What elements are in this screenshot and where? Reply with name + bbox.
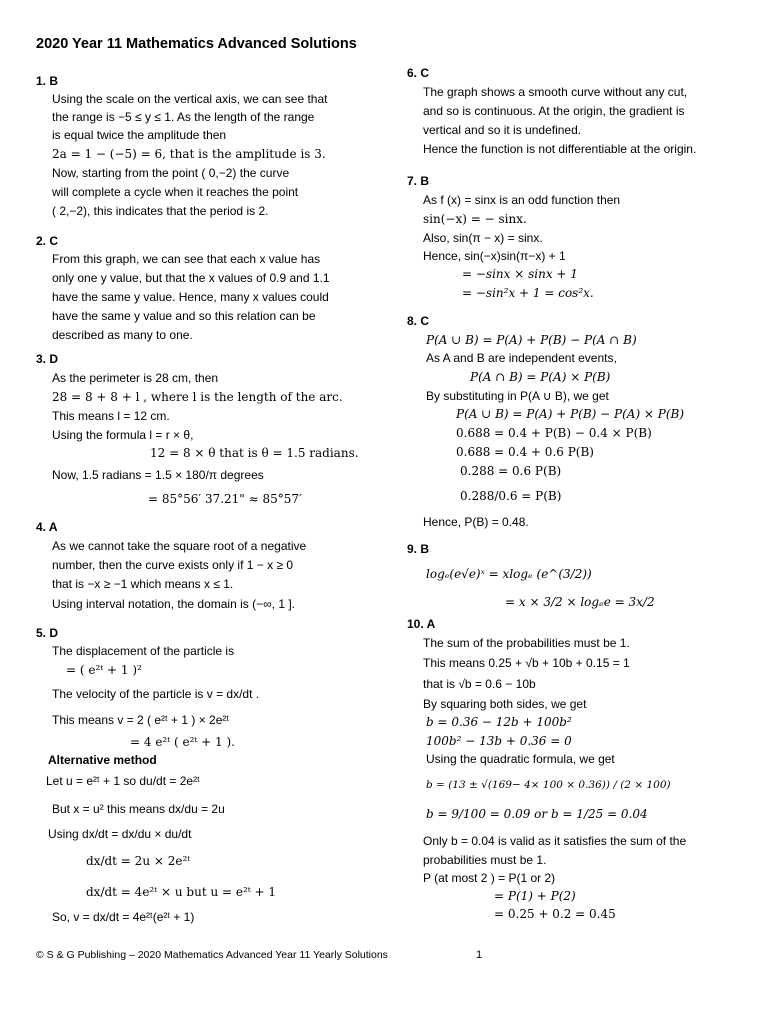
q8-line: P(A ∪ B) = P(A) + P(B) − P(A ∩ B)	[426, 333, 637, 347]
q1-line: the range is −5 ≤ y ≤ 1. As the length of the range	[52, 110, 315, 124]
q5-line: So, v = dx/dt = 4e²ᵗ(e²ᵗ + 1)	[52, 910, 195, 924]
q8-line: P(A ∪ B) = P(A) + P(B) − P(A) × P(B)	[456, 407, 685, 421]
question-9-heading: 9. B	[407, 542, 430, 556]
q2-line: described as many to one.	[52, 328, 193, 342]
footer-text: © S & G Publishing – 2020 Mathematics Advanced Year 11 Yearly Solutions	[36, 949, 388, 961]
question-6-heading: 6. C	[407, 66, 430, 80]
q6-line: vertical and so it is undefined.	[423, 123, 582, 137]
q9-line: logₑ(e√e)ˣ = xlogₑ (e^(3/2))	[426, 567, 592, 581]
q5-line: Let u = e²ᵗ + 1 so du/dt = 2e²ᵗ	[46, 774, 200, 788]
page-number: 1	[476, 949, 483, 961]
q10-line: This means 0.25 + √b + 10b + 0.15 = 1	[423, 656, 630, 670]
q8-line: As A and B are independent events,	[426, 351, 617, 365]
q5-line: Using dx/dt = dx/du × du/dt	[48, 827, 192, 841]
q6-line: The graph shows a smooth curve without any cut,	[423, 85, 688, 99]
q1-line: ( 2,−2), this indicates that the period is 2.	[52, 204, 269, 218]
q4-line: Using interval notation, the domain is (−∞, 1 ].	[52, 597, 296, 611]
q10-line: = P(1) + P(2)	[494, 889, 576, 903]
q10-line: b = 0.36 − 12b + 100b²	[426, 715, 572, 729]
q8-line: 0.688 = 0.4 + 0.6 P(B)	[456, 445, 594, 459]
question-10-heading: 10. A	[407, 617, 436, 631]
q8-line: 0.688 = 0.4 + P(B) − 0.4 × P(B)	[456, 426, 652, 440]
q3-line: As the perimeter is 28 cm, then	[52, 371, 219, 385]
q2-line: only one y value, but that the x values of 0.9 and 1.1	[52, 271, 330, 285]
q5-line: But x = u² this means dx/du = 2u	[52, 802, 225, 816]
page-title: 2020 Year 11 Mathematics Advanced Solutions	[36, 36, 357, 52]
q3-line: = 85°56′ 37.21" ≈ 85°57′	[148, 492, 302, 506]
q4-line: number, then the curve exists only if 1 − x ≥ 0	[52, 558, 294, 572]
q5-line: = ( e²ᵗ + 1 )²	[66, 663, 142, 677]
q7-line: = −sinx × sinx + 1	[462, 267, 578, 281]
q7-line: sin(−x) = − sinx.	[423, 212, 527, 226]
q4-line: that is −x ≥ −1 which means x ≤ 1.	[52, 577, 234, 591]
q8-line: By substituting in P(A ∪ B), we get	[426, 389, 609, 403]
q1-line: Using the scale on the vertical axis, we can see that	[52, 92, 328, 106]
question-4-heading: 4. A	[36, 520, 58, 534]
q6-line: and so is continuous. At the origin, the gradient is	[423, 104, 685, 118]
question-1-heading: 1. B	[36, 74, 59, 88]
q3-line: 12 = 8 × θ that is θ = 1.5 radians.	[150, 446, 359, 460]
q10-line: Using the quadratic formula, we get	[426, 752, 615, 766]
question-8-heading: 8. C	[407, 314, 430, 328]
q6-line: Hence the function is not differentiable at the origin.	[423, 142, 697, 156]
q8-line: P(A ∩ B) = P(A) × P(B)	[470, 370, 611, 384]
q1-line: is equal twice the amplitude then	[52, 128, 227, 142]
q2-line: have the same y value and so this relation can be	[52, 309, 316, 323]
q5-line: dx/dt = 4e²ᵗ × u but u = e²ᵗ + 1	[86, 885, 277, 899]
q5-line: The displacement of the particle is	[52, 644, 235, 658]
q7-line: Hence, sin(−x)sin(π−x) + 1	[423, 249, 566, 263]
q8-line: 0.288 = 0.6 P(B)	[460, 464, 562, 478]
q2-line: have the same y value. Hence, many x values could	[52, 290, 329, 304]
question-2-heading: 2. C	[36, 234, 59, 248]
question-7-heading: 7. B	[407, 174, 430, 188]
q4-line: As we cannot take the square root of a negative	[52, 539, 307, 553]
q10-line: b = (13 ± √(169− 4× 100 × 0.36)) / (2 × 100)	[426, 779, 671, 791]
q9-line: = x × 3/2 × logₑe = 3x/2	[505, 595, 655, 609]
q1-line: Now, starting from the point ( 0,−2) the curve	[52, 166, 290, 180]
question-3-heading: 3. D	[36, 352, 59, 366]
q10-line: that is √b = 0.6 − 10b	[423, 677, 536, 691]
q1-line: 2a = 1 − (−5) = 6, that is the amplitude is 3.	[52, 147, 326, 161]
q5-line: dx/dt = 2u × 2e²ᵗ	[86, 854, 191, 868]
q10-line: Only b = 0.04 is valid as it satisfies the sum of the	[423, 834, 687, 848]
q5-line: This means v = 2 ( e²ᵗ + 1 ) × 2e²ᵗ	[52, 713, 230, 727]
q10-line: P (at most 2 ) = P(1 or 2)	[423, 871, 556, 885]
q3-line: Using the formula l = r × θ,	[52, 428, 194, 442]
q7-line: = −sin²x + 1 = cos²x.	[462, 286, 594, 300]
q3-line: Now, 1.5 radians = 1.5 × 180/π degrees	[52, 468, 264, 482]
q3-line: This means l = 12 cm.	[52, 409, 170, 423]
q10-line: probabilities must be 1.	[423, 853, 547, 867]
q1-line: will complete a cycle when it reaches the point	[52, 185, 299, 199]
q7-line: As f (x) = sinx is an odd function then	[423, 193, 621, 207]
q10-line: 100b² − 13b + 0.36 = 0	[426, 734, 572, 748]
q8-line: 0.288/0.6 = P(B)	[460, 489, 562, 503]
alternative-method-heading: Alternative method	[48, 753, 157, 767]
q10-line: = 0.25 + 0.2 = 0.45	[494, 907, 616, 921]
q8-line: Hence, P(B) = 0.48.	[423, 515, 529, 529]
q5-line: The velocity of the particle is v = dx/dt .	[52, 687, 260, 701]
q10-line: By squaring both sides, we get	[423, 697, 587, 711]
q2-line: From this graph, we can see that each x value has	[52, 252, 321, 266]
q7-line: Also, sin(π − x) = sinx.	[423, 231, 543, 245]
q3-line: 28 = 8 + 8 + l , where l is the length of the arc.	[52, 390, 343, 404]
q10-line: b = 9/100 = 0.09 or b = 1/25 = 0.04	[426, 807, 648, 821]
question-5-heading: 5. D	[36, 626, 59, 640]
q10-line: The sum of the probabilities must be 1.	[423, 636, 630, 650]
q5-line: = 4 e²ᵗ ( e²ᵗ + 1 ).	[130, 735, 235, 749]
